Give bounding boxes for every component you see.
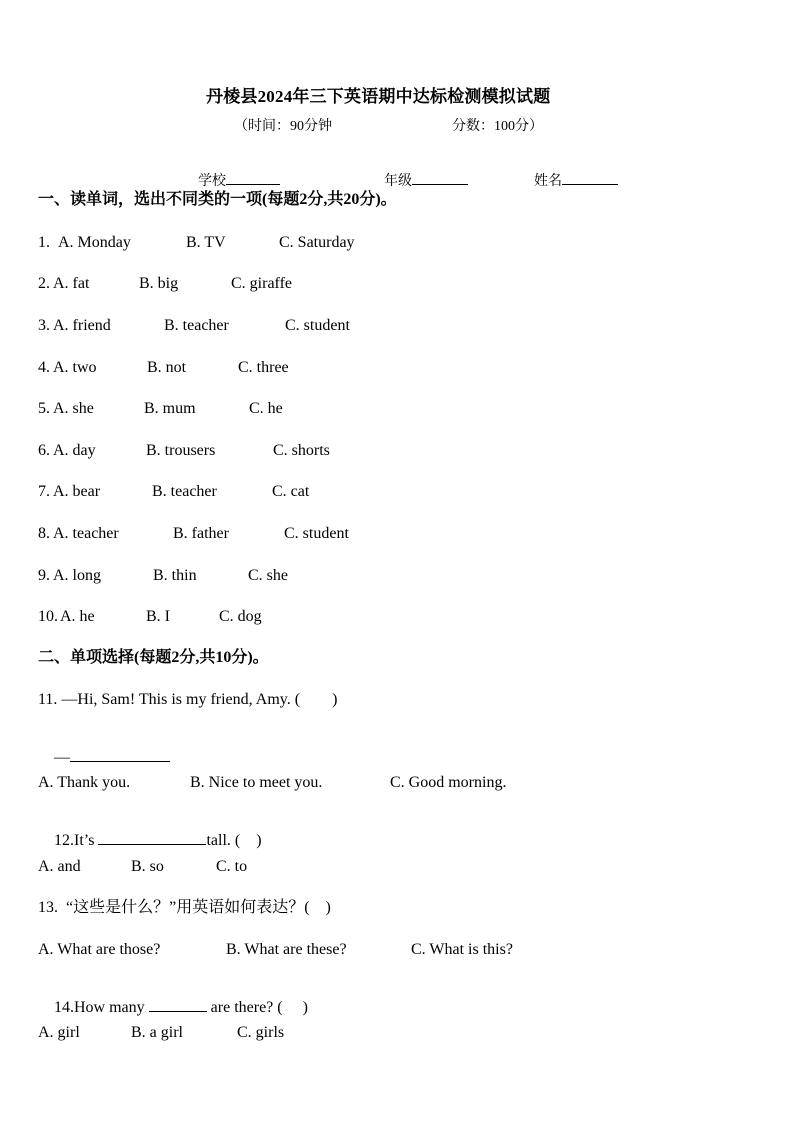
question-number: 8. [38,525,50,542]
option-a[interactable]: A. she [53,400,94,417]
q11-option-c[interactable]: C. Good morning. [390,774,507,791]
q11-option-b[interactable]: B. Nice to meet you. [190,774,323,791]
option-a[interactable]: A. two [53,359,97,376]
q12-stem-post: tall. ( ) [206,832,262,849]
q13-option-b[interactable]: B. What are these? [226,941,347,958]
question-number: 10. [38,608,58,625]
q13-option-a[interactable]: A. What are those? [38,941,161,958]
option-b[interactable]: B. teacher [152,483,217,500]
option-c[interactable]: C. he [249,400,283,417]
question-number: 2. [38,275,50,292]
q12-option-a[interactable]: A. and [38,858,81,875]
section2-heading: 二、单项选择(每题2分,共10分)。 [38,649,269,666]
option-a[interactable]: A. he [60,608,95,625]
exam-title: 丹棱县2024年三下英语期中达标检测模拟试题 [206,87,551,106]
option-c[interactable]: C. student [284,525,349,542]
q14-option-a[interactable]: A. girl [38,1024,80,1041]
option-a[interactable]: A. day [53,442,96,459]
q12-option-c[interactable]: C. to [216,858,248,875]
question-number: 7. [38,483,50,500]
option-a[interactable]: A. Monday [58,234,131,251]
option-c[interactable]: C. student [285,317,350,334]
q11-reply-dash: — [54,749,70,766]
q14-blank[interactable] [149,1011,207,1012]
q13-stem: 13. “这些是什么？”用英语如何表达？( ) [38,899,331,916]
exam-time: （时间：90分钟 [234,119,332,134]
q11-option-a[interactable]: A. Thank you. [38,774,131,791]
option-c[interactable]: C. cat [272,483,310,500]
option-c[interactable]: C. giraffe [231,275,293,292]
section1-heading: 一、读单词，选出不同类的一项(每题2分,共20分)。 [38,191,397,208]
option-b[interactable]: B. trousers [146,442,216,459]
option-b[interactable]: B. not [147,359,187,376]
q11-reply-blank[interactable] [70,761,170,762]
option-b[interactable]: B. TV [186,234,226,251]
q12-stem-pre: 12.It’s [54,832,99,849]
question-number: 9. [38,567,50,584]
school-label: 学校 [198,174,226,189]
grade-blank[interactable] [412,184,468,185]
question-number: 5. [38,400,50,417]
name-blank[interactable] [562,184,618,185]
question-number: 3. [38,317,50,334]
option-a[interactable]: A. teacher [53,525,119,542]
option-b[interactable]: B. big [139,275,179,292]
q13-option-c[interactable]: C. What is this? [411,941,513,958]
option-a[interactable]: A. fat [53,275,90,292]
q12-blank[interactable] [98,844,206,845]
name-label: 姓名 [534,174,562,189]
name-field [520,161,618,203]
option-a[interactable]: A. friend [53,317,111,334]
q14-stem-pre: 14.How many [54,999,149,1016]
option-a[interactable]: A. long [53,567,101,584]
option-a[interactable]: A. bear [53,483,101,500]
option-b[interactable]: B. mum [144,400,196,417]
option-c[interactable]: C. shorts [273,442,330,459]
grade-label: 年级 [384,174,412,189]
option-b[interactable]: B. teacher [164,317,229,334]
option-c[interactable]: C. dog [219,608,262,625]
option-c[interactable]: C. Saturday [279,234,355,251]
question-number: 6. [38,442,50,459]
option-b[interactable]: B. father [173,525,229,542]
option-c[interactable]: C. she [248,567,288,584]
school-blank[interactable] [226,184,280,185]
q14-option-c[interactable]: C. girls [237,1024,285,1041]
question-number: 4. [38,359,50,376]
q14-option-b[interactable]: B. a girl [131,1024,183,1041]
exam-total-score: 分数：100分） [452,119,543,134]
q12-option-b[interactable]: B. so [131,858,164,875]
q14-stem-post: are there? ( ) [206,999,308,1016]
q11-stem: 11. —Hi, Sam! This is my friend, Amy. ( ) [38,691,338,708]
option-c[interactable]: C. three [238,359,289,376]
option-b[interactable]: B. thin [153,567,197,584]
question-number: 1. [38,234,50,251]
option-b[interactable]: B. I [146,608,170,625]
